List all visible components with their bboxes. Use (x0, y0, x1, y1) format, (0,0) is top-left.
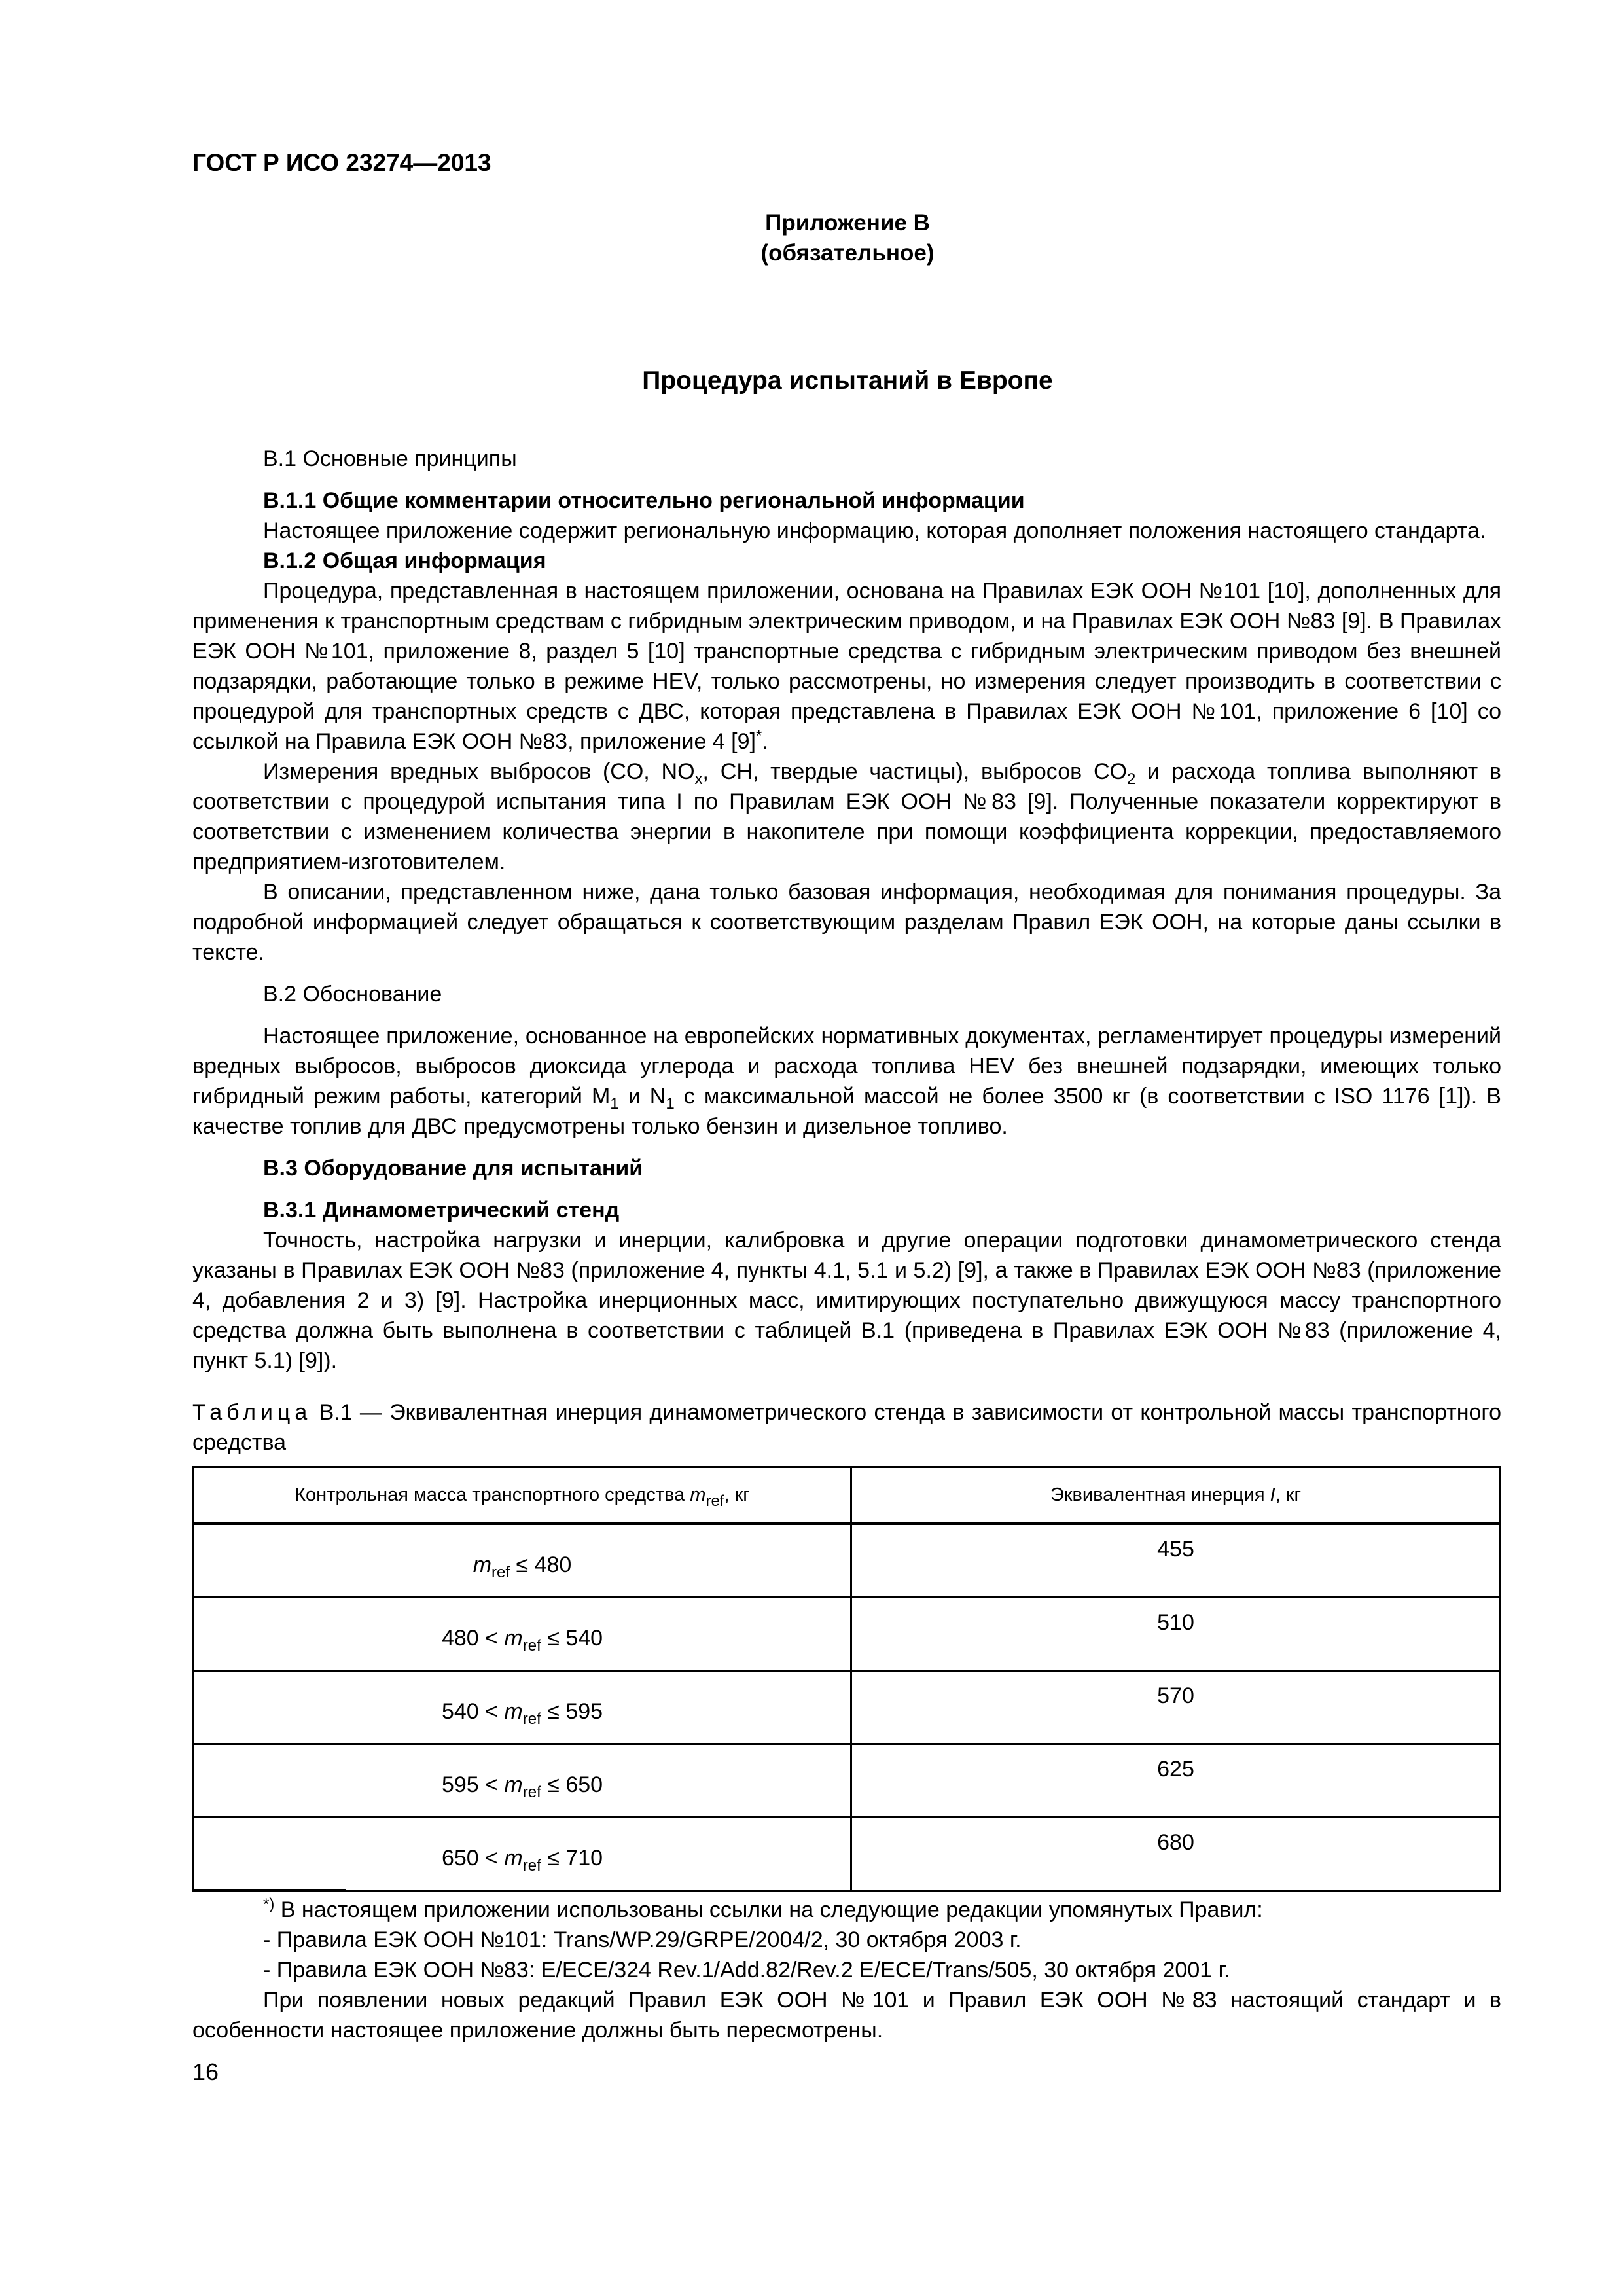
table-row (194, 1671, 1501, 1744)
table-row (194, 1818, 1501, 1891)
table-row (194, 1524, 1501, 1598)
appendix-status: (обязательное) (760, 240, 935, 266)
appendix-title: Приложение В (765, 210, 930, 236)
section-heading-b31: В.3.1 Динамометрический стенд (263, 1198, 620, 1223)
paragraph-b12-3: В описании, представленном ниже, дана только базовая информация, необходимая для понимания процедуры. За подробной информацией следует обращаться к соответствующим разделам Правил ЕЭК ООН, на которые даны ссылки в тексте. (192, 880, 1501, 965)
page-number: 16 (192, 2058, 219, 2085)
table-cell-inertia: 570 (851, 1671, 1501, 1744)
section-heading-b3: В.3 Оборудование для испытаний (263, 1156, 643, 1181)
table-cell-inertia: 680 (851, 1818, 1501, 1891)
appendix-label (0, 208, 1623, 268)
section-heading-b11: В.1.1 Общие комментарии относительно региональной информации (263, 488, 1025, 513)
paragraph-b11: Настоящее приложение содержит региональную информацию, которая дополняет положения настоящего стандарта. (263, 518, 1486, 543)
table-header-inertia: Эквивалентная инерция I, кг (851, 1467, 1501, 1524)
table-row (194, 1744, 1501, 1818)
document-code: ГОСТ Р ИСО 23274—2013 (192, 149, 491, 176)
paragraph-b12-2: Измерения вредных выбросов (CO, $NO_x$, CH, твердые частицы), выбросов $CO_2$ и расхода топлива выполняют в соответствии с процедурой испытания типа I по Правилам ЕЭК ООН №83 [9]. Полученные показатели корректируют в соответствии с изменением количества энергии в накопителе при помощи коэффициента коррекции, предоставляемого предприятием-изготовителем. (192, 759, 1501, 874)
table-cell-mass: $650 < m_{ref} \le 710$ (194, 1818, 851, 1891)
table-cell-inertia: 455 (851, 1524, 1501, 1598)
inertia-table (192, 1466, 1501, 1892)
footnote-item: - Правила ЕЭК ООН №101: Trans/WP.29/GRPE/2004/2, 30 октября 2003 г. (263, 1928, 1022, 1952)
table-row (194, 1598, 1501, 1671)
footnote-mark: * (755, 727, 762, 745)
section-b1 (192, 444, 1501, 1376)
table-cell-mass: $480 < m_{ref} \le 540$ (194, 1598, 851, 1671)
footnote-item: - Правила ЕЭК ООН №83: E/ECE/324 Rev.1/Add.82/Rev.2 E/ECE/Trans/505, 30 октября 2001 г. (263, 1958, 1230, 1982)
paragraph-b31: Точность, настройка нагрузки и инерции, калибровка и другие операции подготовки динамометрического стенда указаны в Правилах ЕЭК ООН №83 (приложение 4, пункты 4.1, 5.1 и 5.2) [9], а также в Правилах ЕЭК ООН №83 (приложение 4, добавления 2 и 3) [9]. Настройка инерционных масс, имитирующих поступательно движущуюся массу транспортного средства должна быть выполнена в соответствии с таблицей В.1 (приведена в Правилах ЕЭК ООН №83 (приложение 4, пункт 5.1) [9]). (192, 1228, 1501, 1373)
footnote-intro: *) В настоящем приложении использованы ссылки на следующие редакции упомянутых Правил: (263, 1895, 1263, 1922)
table-header-row (194, 1467, 1501, 1524)
table-cell-mass: $m_{ref} \le 480$ (194, 1524, 851, 1598)
section-heading-b1: В.1 Основные принципы (263, 446, 517, 471)
table-caption: Таблица В.1 — Эквивалентная инерция динамометрического стенда в зависимости от контрольной массы транспортного средства (192, 1400, 1501, 1455)
footnotes (192, 1895, 1501, 2045)
table-header-mass: Контрольная масса транспортного средства $m_{ref}$, кг (194, 1467, 851, 1524)
table-cell-mass: $595 < m_{ref} \le 650$ (194, 1744, 851, 1818)
footnote-note: При появлении новых редакций Правил ЕЭК ООН №101 и Правил ЕЭК ООН №83 настоящий стандарт и в особенности настоящее приложение должны быть пересмотрены. (192, 1988, 1501, 2043)
paragraph-b2: Настоящее приложение, основанное на европейских нормативных документах, регламентирует процедуры измерений вредных выбросов, выбросов диоксида углерода и расхода топлива HEV без внешней подзарядки, имеющих только гибридный режим работы, категорий $M_1$ и $N_1$ с максимальной массой не более 3500 кг (в соответствии с ISO 1176 [1]). В качестве топлив для ДВС предусмотрены только бензин и дизельное топливо. (192, 1024, 1501, 1139)
paragraph-b12-1: Процедура, представленная в настоящем приложении, основана на Правилах ЕЭК ООН №101 [10], дополненных для применения к транспортным средствам с гибридным электрическим приводом, и на Правилах ЕЭК ООН №83 [9]. В Правилах ЕЭК ООН №101, приложение 8, раздел 5 [10] транспортные средства с гибридным электрическим приводом без внешней подзарядки, работающие только в режиме HEV, только рассмотрены, но измерения следует производить в соответствии с процедурой для транспортных средств с ДВС, которая представлена в Правилах ЕЭК ООН №101, приложение 6 [10] со ссылкой на Правила ЕЭК ООН №83, приложение 4 [9]*. (192, 579, 1501, 754)
page-title: Процедура испытаний в Европе (642, 367, 1053, 395)
section-heading-b12: В.1.2 Общая информация (263, 548, 546, 573)
table-cell-inertia: 625 (851, 1744, 1501, 1818)
section-heading-b2: В.2 Обоснование (263, 982, 442, 1007)
footnote-divider (192, 1889, 346, 1890)
table-cell-inertia: 510 (851, 1598, 1501, 1671)
table-cell-mass: $540 < m_{ref} \le 595$ (194, 1671, 851, 1744)
